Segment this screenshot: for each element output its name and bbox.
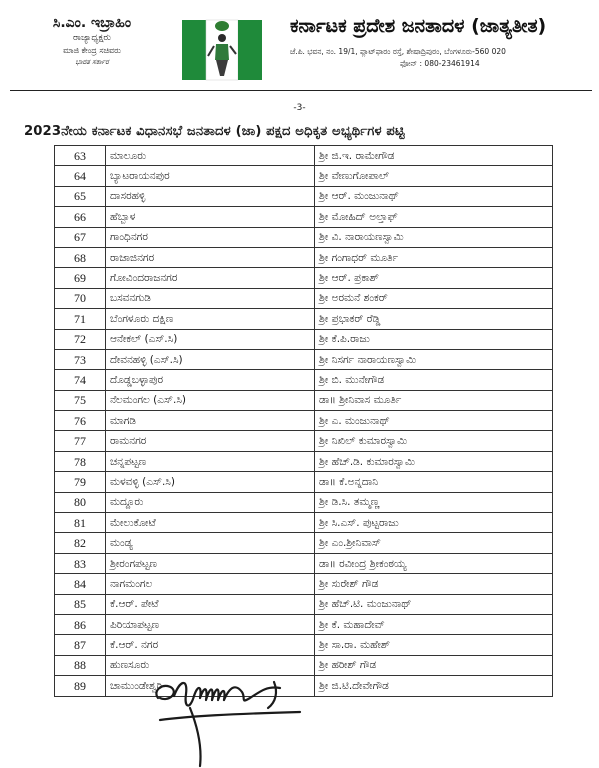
serial-number-cell: 83: [55, 553, 106, 573]
constituency-cell: ದಾಸರಹಳ್ಳಿ: [106, 186, 315, 206]
table-row: [55, 614, 553, 634]
table-row: [55, 513, 553, 533]
candidate-name-cell: ಶ್ರೀ ಜಿ.ಟಿ.ದೇವೇಗೌಡ: [315, 676, 553, 696]
candidate-name-cell: ಶ್ರೀ ಹೆಚ್.ಟಿ. ಮಂಜುನಾಥ್: [315, 594, 553, 614]
candidate-name-cell: ಶ್ರೀ ಸುರೇಶ್ ಗೌಡ: [315, 574, 553, 594]
table-row: [55, 472, 553, 492]
serial-number-cell: 88: [55, 655, 106, 675]
candidate-name-cell: ಶ್ರೀ ನಿಸರ್ಗ ನಾರಾಯಣಸ್ವಾಮಿ: [315, 349, 553, 369]
constituency-cell: ಆನೇಕಲ್ (ಎಸ್.ಸಿ): [106, 329, 315, 349]
table-row: [55, 492, 553, 512]
constituency-cell: ಮದ್ದೂರು: [106, 492, 315, 512]
constituency-cell: ಮಾಗಡಿ: [106, 411, 315, 431]
constituency-cell: ಬ್ಯಾಟರಾಯನಪುರ: [106, 166, 315, 186]
serial-number-cell: 80: [55, 492, 106, 512]
candidate-name-cell: ಶ್ರೀ ಸಿ.ಎಸ್. ಪುಟ್ಟರಾಜು: [315, 513, 553, 533]
table-row: [55, 227, 553, 247]
table-row: [55, 594, 553, 614]
candidate-name-cell: ಶ್ರೀ ಆರ್. ಪ್ರಕಾಶ್: [315, 268, 553, 288]
constituency-cell: ಬೆಂಗಳೂರು ದಕ್ಷಿಣ: [106, 309, 315, 329]
serial-number-cell: 66: [55, 207, 106, 227]
candidate-name-cell: ಶ್ರೀ ಎ. ಮಂಜುನಾಥ್: [315, 411, 553, 431]
candidate-name-cell: ಶ್ರೀ ಕೆ.ಪಿ.ರಾಜು: [315, 329, 553, 349]
president-designation: ರಾಜ್ಯಾಧ್ಯಕ್ಷರು: [73, 33, 111, 43]
candidate-name-cell: ಡಾ॥ ರವೀಂದ್ರ ಶ್ರೀಕಂಠಯ್ಯ: [315, 553, 553, 573]
constituency-cell: ಮಾಲೂರು: [106, 146, 315, 166]
constituency-cell: ಮಂಡ್ಯ: [106, 533, 315, 553]
constituency-cell: ಮೇಲುಕೋಟೆ: [106, 513, 315, 533]
candidate-name-cell: ಶ್ರೀ ಕೆ. ಮಹಾದೇವ್: [315, 614, 553, 634]
constituency-cell: ಗಾಂಧಿನಗರ: [106, 227, 315, 247]
table-row: [55, 166, 553, 186]
table-row: [55, 186, 553, 206]
constituency-cell: ರಾಜಾಜಿನಗರ: [106, 247, 315, 267]
table-row: [55, 390, 553, 410]
table-row: [55, 431, 553, 451]
party-name: ಕರ್ನಾಟಕ ಪ್ರದೇಶ ಜನತಾದಳ (ಜಾತ್ಯತೀತ): [290, 15, 547, 37]
table-row: [55, 146, 553, 166]
constituency-cell: ದೇವನಹಳ್ಳಿ (ಎಸ್.ಸಿ): [106, 349, 315, 369]
party-emblem-icon: [182, 16, 262, 84]
serial-number-cell: 78: [55, 451, 106, 471]
candidate-name-cell: ಶ್ರೀ ಹರೀಶ್ ಗೌಡ: [315, 655, 553, 675]
constituency-cell: ದೊಡ್ಡಬಳ್ಳಾಪುರ: [106, 370, 315, 390]
constituency-cell: ಬಸವನಗುಡಿ: [106, 288, 315, 308]
serial-number-cell: 75: [55, 390, 106, 410]
party-block: [290, 14, 590, 70]
constituency-cell: ಮಳವಳ್ಳಿ (ಎಸ್.ಸಿ): [106, 472, 315, 492]
constituency-cell: ನಾಗಮಂಗಲ: [106, 574, 315, 594]
constituency-cell: ಹೆಬ್ಬಾಳ: [106, 207, 315, 227]
candidate-name-cell: ಶ್ರೀ ಗಂಗಾಧರ್ ಮೂರ್ತಿ: [315, 247, 553, 267]
constituency-cell: ಕೆ.ಆರ್. ಪೇಟೆ: [106, 594, 315, 614]
table-row: [55, 207, 553, 227]
signature-image: [150, 668, 320, 768]
constituency-cell: ನೆಲಮಂಗಲ (ಎಸ್.ಸಿ): [106, 390, 315, 410]
serial-number-cell: 64: [55, 166, 106, 186]
candidate-name-cell: ಶ್ರೀ ಬಿ. ಮುನೇಗೌಡ: [315, 370, 553, 390]
serial-number-cell: 67: [55, 227, 106, 247]
serial-number-cell: 85: [55, 594, 106, 614]
table-row: [55, 574, 553, 594]
party-phone: ಫೋನ್ : 080-23461914: [400, 59, 480, 68]
serial-number-cell: 86: [55, 614, 106, 634]
constituency-cell: ಪಿರಿಯಾಪಟ್ಟಣ: [106, 614, 315, 634]
former-post: ಮಾಜಿ ಕೇಂದ್ರ ಸಚಿವರು: [63, 46, 121, 55]
serial-number-cell: 84: [55, 574, 106, 594]
table-row: [55, 451, 553, 471]
serial-number-cell: 81: [55, 513, 106, 533]
serial-number-cell: 82: [55, 533, 106, 553]
candidate-name-cell: ಶ್ರೀ ವೇಣುಗೋಪಾಲ್: [315, 166, 553, 186]
candidate-name-cell: ಶ್ರೀ ಹೆಚ್.ಡಿ. ಕುಮಾರಸ್ವಾಮಿ: [315, 451, 553, 471]
constituency-cell: ಚನ್ನಪಟ್ಟಣ: [106, 451, 315, 471]
table-row: [55, 553, 553, 573]
candidate-name-cell: ಶ್ರೀ ಎಂ.ಶ್ರೀನಿವಾಸ್: [315, 533, 553, 553]
serial-number-cell: 71: [55, 309, 106, 329]
candidate-name-cell: ಡಾ॥ ಕೆ.ಅನ್ನದಾನಿ: [315, 472, 553, 492]
candidate-name-cell: ಶ್ರೀ ನಿಖಿಲ್ ಕುಮಾರಸ್ವಾಮಿ: [315, 431, 553, 451]
serial-number-cell: 70: [55, 288, 106, 308]
constituency-cell: ಚಾಮುಂಡೇಶ್ವರಿ: [106, 676, 315, 696]
candidate-name-cell: ಡಾ॥ ಶ್ರೀನಿವಾಸ ಮೂರ್ತಿ: [315, 390, 553, 410]
candidate-name-cell: ಶ್ರೀ ವಿ. ನಾರಾಯಣಸ್ವಾಮಿ: [315, 227, 553, 247]
serial-number-cell: 63: [55, 146, 106, 166]
table-row: [55, 370, 553, 390]
constituency-cell: ರಾಮನಗರ: [106, 431, 315, 451]
president-name: ಸಿ.ಎಂ. ಇಬ್ರಾಹಿಂ: [52, 15, 132, 31]
candidate-name-cell: ಶ್ರೀ ಮೋಹಿದ್ ಅಲ್ತಾಫ್: [315, 207, 553, 227]
party-address: ಜೆ.ಪಿ. ಭವನ, ನಂ. 19/1, ಪ್ಲಾಟ್‌ಫಾರಂ ರಸ್ತೆ, ಶೇಷಾದ್ರಿಪುರಂ, ಬೆಂಗಳೂರು-560 020: [290, 47, 506, 56]
candidate-name-cell: ಶ್ರೀ ಪ್ರಭಾಕರ್ ರೆಡ್ಡಿ: [315, 309, 553, 329]
serial-number-cell: 77: [55, 431, 106, 451]
constituency-cell: ಹುಣಸೂರು: [106, 655, 315, 675]
serial-number-cell: 69: [55, 268, 106, 288]
document-title: 2023ನೇಯ ಕರ್ನಾಟಕ ವಿಧಾನಸಭೆ ಜನತಾದಳ (ಜಾ) ಪಕ್ಷದ ಅಧಿಕೃತ ಅಭ್ಯರ್ಥಿಗಳ ಪಟ್ಟಿ: [24, 124, 405, 139]
table-row: [55, 635, 553, 655]
page-number: -3-: [293, 103, 306, 113]
table-row: [55, 533, 553, 553]
serial-number-cell: 74: [55, 370, 106, 390]
president-block: [12, 14, 172, 67]
candidate-name-cell: ಶ್ರೀ ಸಾ.ರಾ. ಮಹೇಶ್: [315, 635, 553, 655]
constituency-cell: ಕೆ.ಆರ್. ನಗರ: [106, 635, 315, 655]
serial-number-cell: 72: [55, 329, 106, 349]
serial-number-cell: 73: [55, 349, 106, 369]
table-row: [55, 288, 553, 308]
constituency-cell: ಶ್ರೀರಂಗಪಟ್ಟಣ: [106, 553, 315, 573]
constituency-cell: ಗೋವಿಂದರಾಜನಗರ: [106, 268, 315, 288]
candidate-name-cell: ಶ್ರೀ ಡಿ.ಸಿ. ತಮ್ಮಣ್ಣ: [315, 492, 553, 512]
table-row: [55, 247, 553, 267]
letterhead: [0, 0, 599, 92]
candidate-name-cell: ಶ್ರೀ ಆರ್. ಮಂಜುನಾಥ್: [315, 186, 553, 206]
serial-number-cell: 87: [55, 635, 106, 655]
serial-number-cell: 68: [55, 247, 106, 267]
table-row: [55, 329, 553, 349]
government-label: ಭಾರತ ಸರ್ಕಾರ: [75, 58, 109, 66]
table-row: [55, 309, 553, 329]
header-divider: [10, 90, 592, 91]
serial-number-cell: 79: [55, 472, 106, 492]
serial-number-cell: 65: [55, 186, 106, 206]
candidate-name-cell: ಶ್ರೀ ಅರಮನೆ ಶಂಕರ್: [315, 288, 553, 308]
serial-number-cell: 76: [55, 411, 106, 431]
serial-number-cell: 89: [55, 676, 106, 696]
table-row: [55, 411, 553, 431]
candidate-name-cell: ಶ್ರೀ ಜಿ.ಇ. ರಾಮೇಗೌಡ: [315, 146, 553, 166]
table-row: [55, 349, 553, 369]
candidates-table: [54, 145, 553, 697]
table-row: [55, 268, 553, 288]
